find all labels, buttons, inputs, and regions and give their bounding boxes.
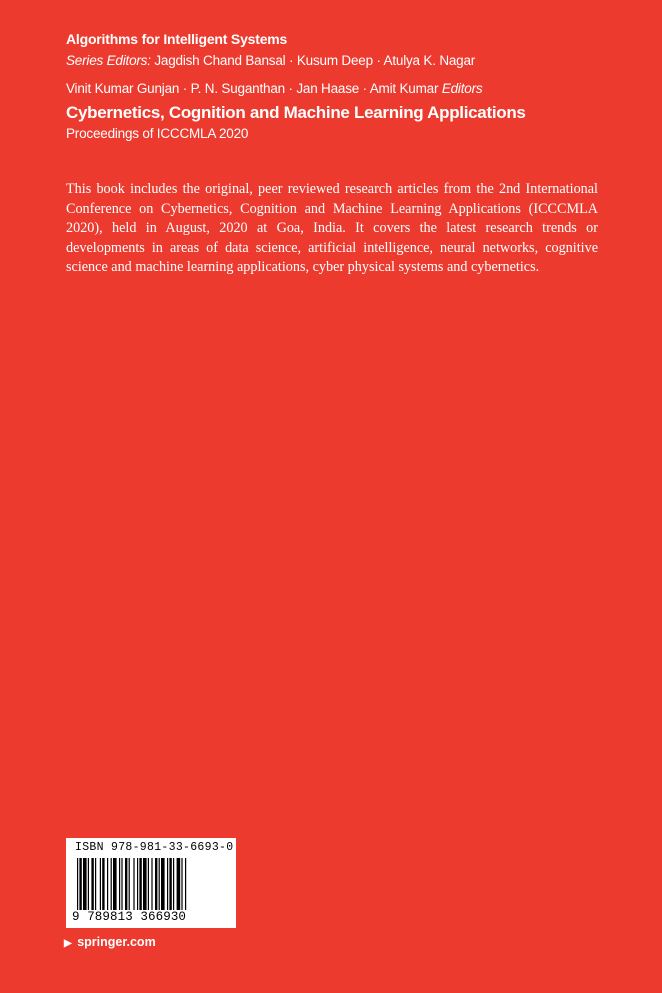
book-title: Cybernetics, Cognition and Machine Learning Applications <box>66 103 526 122</box>
publisher-url: springer.com <box>77 935 156 949</box>
publisher-link[interactable] <box>64 935 156 949</box>
series-editors-names: Jagdish Chand Bansal · Kusum Deep · Atulya K. Nagar <box>154 53 476 68</box>
isbn-text: ISBN 978-981-33-6693-0 <box>75 841 234 854</box>
book-editors-names: Vinit Kumar Gunjan · P. N. Suganthan · Jan Haase · Amit Kumar <box>66 81 439 96</box>
series-editors-label: Series Editors: <box>66 53 151 68</box>
book-editors-line <box>66 80 626 98</box>
arrow-right-icon: ▶ <box>64 938 72 949</box>
series-block <box>66 30 475 70</box>
isbn-barcode <box>66 838 236 928</box>
series-title: Algorithms for Intelligent Systems <box>66 31 288 47</box>
book-subtitle: Proceedings of ICCCMLA 2020 <box>66 126 249 141</box>
book-blurb: This book includes the original, peer reviewed research articles from the 2nd International Conference on Cybernetics, Cognition and Machine Learning Applications (ICCCMLA 2020), held in August, 2020 at Goa, India. It covers the latest research trends or developments in areas of data science, artificial intelligence, neural networks, cognitive science and machine learning applications, cyber physical systems and cybernetics. <box>66 181 598 276</box>
book-editors-label: Editors <box>441 81 483 96</box>
series-editors-line <box>66 52 475 70</box>
barcode-bars-icon <box>77 858 225 910</box>
barcode-digits: 9 789813 366930 <box>72 910 187 924</box>
book-block <box>66 80 626 143</box>
